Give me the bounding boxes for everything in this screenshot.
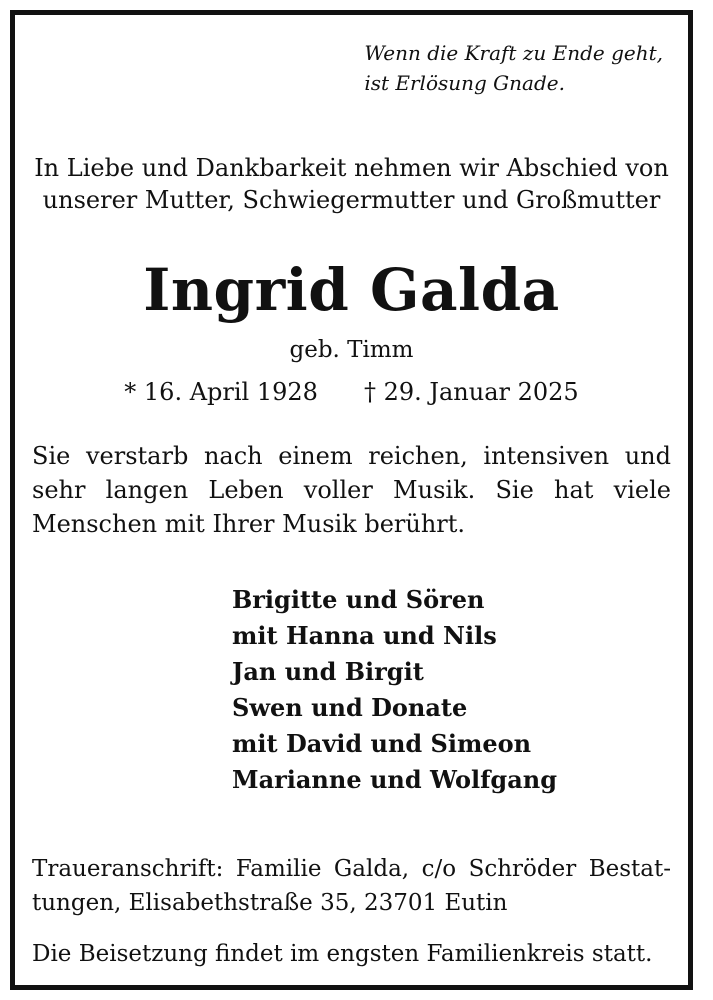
mourner-line: Jan und Birgit (232, 657, 424, 686)
motto-line-1: Wenn die Kraft zu Ende geht, (364, 41, 663, 65)
obituary-message: Sie verstarb nach einem reichen, intensiven und sehr langen Leben voller Musik. Sie hat viele Menschen mit Ihrer Musik berührt. (32, 442, 671, 538)
mourner-line: mit Hanna und Nils (232, 621, 497, 650)
mourner-line: Marianne und Wolfgang (232, 765, 557, 794)
burial-note: Die Beisetzung findet im engsten Familienkreis statt. (32, 941, 653, 967)
mourner-line: Brigitte und Sören (232, 585, 485, 614)
intro-line-1: In Liebe und Dankbarkeit nehmen wir Abschied von (34, 154, 669, 182)
death-date: † 29. Januar 2025 (363, 378, 579, 406)
maiden-name: geb. Timm (289, 337, 414, 363)
mourning-address: Traueranschrift: Familie Galda, c/o Schröder Bestattungen, Elisabethstraße 35, 23701 Eutin (32, 856, 671, 916)
motto-line-2: ist Erlösung Gnade. (364, 71, 565, 95)
deceased-name: Ingrid Galda (143, 256, 560, 324)
life-dates (10, 376, 693, 408)
mourners-list (232, 582, 557, 798)
intro-text (28, 152, 675, 216)
motto-quote (364, 38, 663, 98)
mourner-line: Swen und Donate (232, 693, 468, 722)
intro-line-2: unserer Mutter, Schwiegermutter und Großmutter (42, 186, 661, 214)
obituary (10, 10, 693, 990)
mourner-line: mit David und Simeon (232, 729, 532, 758)
birth-date: * 16. April 1928 (124, 378, 318, 406)
